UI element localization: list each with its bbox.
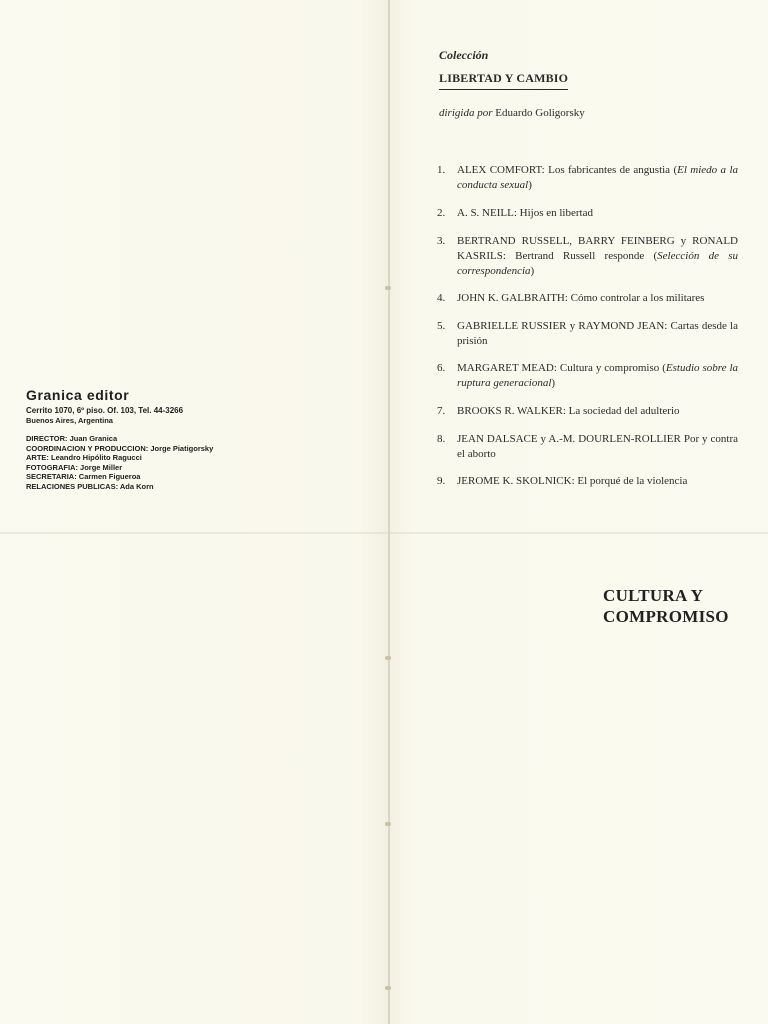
list-item [437, 234, 738, 279]
book-title-line: CULTURA Y [603, 586, 704, 605]
item-text: JOHN K. GALBRAITH: Cómo controlar a los militares [457, 292, 705, 304]
credit-line: ARTE: Leandro Hipólito Ragucci [26, 453, 142, 462]
book-list [437, 163, 738, 489]
credit-line: COORDINACION Y PRODUCCION: Jorge Piatigorsky [26, 443, 214, 453]
list-item [437, 474, 738, 489]
staple-mark [385, 286, 391, 290]
staple-mark [385, 986, 391, 990]
credit-line: RELACIONES PUBLICAS: Ada Korn [26, 481, 154, 491]
horizontal-fold [0, 532, 768, 534]
book-title-line: COMPROMISO [603, 607, 729, 626]
collection-director [439, 107, 585, 119]
book-title [603, 585, 729, 627]
collection-header [439, 48, 749, 90]
item-number: 8. [437, 433, 446, 445]
item-after: ) [551, 377, 556, 389]
collection-title: LIBERTAD Y CAMBIO [439, 71, 568, 90]
list-item [437, 163, 738, 193]
credit-line: DIRECTOR: Juan Granica [26, 434, 118, 443]
credit-line: FOTOGRAFIA: Jorge Miller [26, 462, 123, 472]
publisher-address: Cerrito 1070, 6º piso. Of. 103, Tel. 44-3266 [26, 406, 184, 415]
item-italic: Selección de su correspondencia [457, 250, 738, 277]
list-item [437, 291, 738, 306]
item-text: MARGARET MEAD: Cultura y compromiso ( [457, 362, 666, 374]
credit-line: SECRETARIA: Carmen Figueroa [26, 472, 141, 481]
item-after: ) [530, 265, 535, 277]
item-after: ) [528, 179, 532, 191]
item-text: GABRIELLE RUSSIER y RAYMOND JEAN: Cartas desde la prisión [457, 320, 738, 347]
center-gutter [388, 0, 390, 1024]
item-text: A. S. NEILL: Hijos en libertad [457, 207, 593, 219]
item-number: 6. [437, 362, 446, 374]
item-number: 3. [437, 235, 446, 247]
publisher-block [26, 387, 356, 491]
staple-mark [385, 656, 391, 660]
list-item [437, 432, 738, 462]
item-text: JEROME K. SKOLNICK: El porqué de la violencia [457, 475, 688, 487]
collection-label: Colección [439, 48, 489, 62]
staple-mark [385, 822, 391, 826]
list-item [437, 361, 738, 391]
item-number: 4. [437, 292, 446, 304]
item-number: 1. [437, 164, 446, 176]
item-number: 7. [437, 405, 446, 417]
item-text: BROOKS R. WALKER: La sociedad del adulterio [457, 405, 680, 417]
item-italic: Estudio sobre la ruptura generacional [457, 362, 738, 389]
item-number: 9. [437, 475, 446, 487]
list-item [437, 404, 738, 419]
item-number: 2. [437, 207, 446, 219]
item-text: ALEX COMFORT: Los fabricantes de angustia ( [457, 164, 678, 176]
item-text: BERTRAND RUSSELL, BARRY FEINBERG y RONALD KASRILS: Bertrand Russell responde ( [457, 235, 738, 262]
item-text: JEAN DALSACE y A.-M. DOURLEN-ROLLIER Por y contra el aborto [457, 433, 738, 460]
item-italic: El miedo a la conducta sexual [457, 164, 738, 191]
director-name: Eduardo Goligorsky [495, 107, 585, 119]
list-item [437, 206, 738, 221]
list-item [437, 319, 738, 349]
directed-by-prefix: dirigida por [439, 107, 493, 119]
publisher-name: Granica editor [26, 387, 130, 403]
right-page [390, 0, 768, 1024]
publisher-city: Buenos Aires, Argentina [26, 416, 113, 425]
item-number: 5. [437, 320, 446, 332]
